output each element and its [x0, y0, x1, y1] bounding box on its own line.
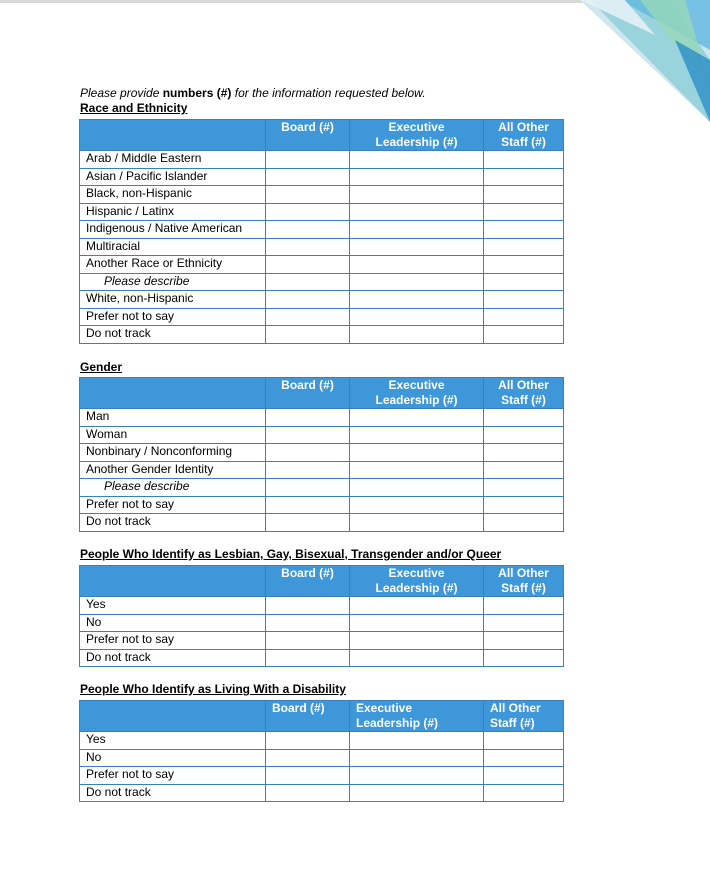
staff-count-cell[interactable]: [484, 732, 564, 750]
executive-count-cell[interactable]: [350, 479, 484, 497]
board-count-cell[interactable]: [266, 151, 350, 169]
executive-count-cell[interactable]: [350, 514, 484, 532]
header-category: [80, 120, 266, 151]
table-row: [80, 632, 564, 650]
executive-count-cell[interactable]: [350, 444, 484, 462]
staff-count-cell[interactable]: [484, 151, 564, 169]
executive-count-cell[interactable]: [350, 732, 484, 750]
board-count-cell[interactable]: [266, 409, 350, 427]
board-count-cell[interactable]: [266, 273, 350, 291]
table-row: [80, 326, 564, 344]
board-count-cell[interactable]: [266, 168, 350, 186]
board-count-cell[interactable]: [266, 221, 350, 239]
disability-title: People Who Identify as Living With a Disability: [80, 682, 346, 696]
staff-count-cell[interactable]: [484, 496, 564, 514]
lgbtq-title: People Who Identify as Lesbian, Gay, Bisexual, Transgender and/or Queer: [80, 547, 502, 561]
staff-count-cell[interactable]: [484, 291, 564, 309]
staff-count-cell[interactable]: [484, 632, 564, 650]
board-count-cell[interactable]: [266, 479, 350, 497]
executive-count-cell[interactable]: [350, 186, 484, 204]
executive-count-cell[interactable]: [350, 767, 484, 785]
describe-prompt[interactable]: Please describe: [80, 273, 266, 291]
instructions-text: Please provide numbers (#) for the information requested below.: [80, 86, 426, 100]
describe-prompt[interactable]: Please describe: [80, 479, 266, 497]
table-header-row: [80, 378, 564, 409]
executive-count-cell[interactable]: [350, 168, 484, 186]
board-count-cell[interactable]: [266, 784, 350, 802]
table-row: [80, 151, 564, 169]
staff-count-cell[interactable]: [484, 256, 564, 274]
row-label: Asian / Pacific Islander: [80, 168, 266, 186]
header-executive: Executive Leadership (#): [350, 701, 484, 732]
board-count-cell[interactable]: [266, 496, 350, 514]
staff-count-cell[interactable]: [484, 597, 564, 615]
board-count-cell[interactable]: [266, 461, 350, 479]
header-staff: All Other Staff (#): [484, 701, 564, 732]
row-label: Arab / Middle Eastern: [80, 151, 266, 169]
staff-count-cell[interactable]: [484, 186, 564, 204]
row-label: No: [80, 614, 266, 632]
board-count-cell[interactable]: [266, 203, 350, 221]
header-staff: All Other Staff (#): [484, 378, 564, 409]
header-executive: Executive Leadership (#): [350, 120, 484, 151]
executive-count-cell[interactable]: [350, 221, 484, 239]
table-row: [80, 496, 564, 514]
executive-count-cell[interactable]: [350, 291, 484, 309]
decorative-corner-graphic: [580, 0, 710, 122]
staff-count-cell[interactable]: [484, 221, 564, 239]
staff-count-cell[interactable]: [484, 238, 564, 256]
table-row: [80, 461, 564, 479]
board-count-cell[interactable]: [266, 514, 350, 532]
staff-count-cell[interactable]: [484, 308, 564, 326]
table-row: [80, 426, 564, 444]
row-label: Nonbinary / Nonconforming: [80, 444, 266, 462]
executive-count-cell[interactable]: [350, 597, 484, 615]
header-category: [80, 566, 266, 597]
race-ethnicity-title: Race and Ethnicity: [80, 101, 188, 115]
row-label: Hispanic / Latinx: [80, 203, 266, 221]
staff-count-cell[interactable]: [484, 273, 564, 291]
executive-count-cell[interactable]: [350, 461, 484, 479]
table-row: [80, 203, 564, 221]
row-label: Prefer not to say: [80, 496, 266, 514]
row-label: No: [80, 749, 266, 767]
row-label: Prefer not to say: [80, 632, 266, 650]
executive-count-cell[interactable]: [350, 614, 484, 632]
header-staff: All Other Staff (#): [484, 566, 564, 597]
table-header-row: [80, 701, 564, 732]
board-count-cell[interactable]: [266, 186, 350, 204]
row-label: Man: [80, 409, 266, 427]
row-label: Do not track: [80, 514, 266, 532]
disability-table: [79, 700, 564, 802]
executive-count-cell[interactable]: [350, 649, 484, 667]
lgbtq-table: [79, 565, 564, 667]
board-count-cell[interactable]: [266, 308, 350, 326]
table-row: [80, 444, 564, 462]
executive-count-cell[interactable]: [350, 409, 484, 427]
staff-count-cell[interactable]: [484, 479, 564, 497]
executive-count-cell[interactable]: [350, 256, 484, 274]
table-row: [80, 256, 564, 274]
board-count-cell[interactable]: [266, 767, 350, 785]
row-label: Multiracial: [80, 238, 266, 256]
board-count-cell[interactable]: [266, 326, 350, 344]
staff-count-cell[interactable]: [484, 203, 564, 221]
staff-count-cell[interactable]: [484, 444, 564, 462]
staff-count-cell[interactable]: [484, 614, 564, 632]
table-row: [80, 168, 564, 186]
table-row: [80, 784, 564, 802]
header-category: [80, 378, 266, 409]
row-label: Prefer not to say: [80, 767, 266, 785]
table-row: [80, 291, 564, 309]
table-row: [80, 614, 564, 632]
gender-table: [79, 377, 564, 532]
header-board: Board (#): [266, 120, 350, 151]
table-header-row: [80, 120, 564, 151]
row-label: Woman: [80, 426, 266, 444]
table-row: [80, 597, 564, 615]
table-row: [80, 479, 564, 497]
row-label: Yes: [80, 732, 266, 750]
table-header-row: [80, 566, 564, 597]
header-board: Board (#): [266, 701, 350, 732]
header-category: [80, 701, 266, 732]
table-row: [80, 186, 564, 204]
staff-count-cell[interactable]: [484, 784, 564, 802]
staff-count-cell[interactable]: [484, 461, 564, 479]
header-board: Board (#): [266, 378, 350, 409]
board-count-cell[interactable]: [266, 597, 350, 615]
table-row: [80, 749, 564, 767]
row-label: Do not track: [80, 784, 266, 802]
board-count-cell[interactable]: [266, 632, 350, 650]
header-staff: All Other Staff (#): [484, 120, 564, 151]
board-count-cell[interactable]: [266, 238, 350, 256]
row-label: Another Gender Identity: [80, 461, 266, 479]
executive-count-cell[interactable]: [350, 238, 484, 256]
board-count-cell[interactable]: [266, 732, 350, 750]
row-label: Another Race or Ethnicity: [80, 256, 266, 274]
table-row: [80, 649, 564, 667]
staff-count-cell[interactable]: [484, 168, 564, 186]
table-row: [80, 514, 564, 532]
board-count-cell[interactable]: [266, 426, 350, 444]
executive-count-cell[interactable]: [350, 273, 484, 291]
executive-count-cell[interactable]: [350, 426, 484, 444]
row-label: Black, non-Hispanic: [80, 186, 266, 204]
executive-count-cell[interactable]: [350, 632, 484, 650]
row-label: Do not track: [80, 326, 266, 344]
header-executive: Executive Leadership (#): [350, 378, 484, 409]
gender-title: Gender: [80, 360, 123, 374]
staff-count-cell[interactable]: [484, 409, 564, 427]
board-count-cell[interactable]: [266, 444, 350, 462]
board-count-cell[interactable]: [266, 649, 350, 667]
executive-count-cell[interactable]: [350, 496, 484, 514]
board-count-cell[interactable]: [266, 291, 350, 309]
staff-count-cell[interactable]: [484, 326, 564, 344]
table-row: [80, 238, 564, 256]
table-row: [80, 732, 564, 750]
row-label: White, non-Hispanic: [80, 291, 266, 309]
executive-count-cell[interactable]: [350, 308, 484, 326]
table-row: [80, 273, 564, 291]
executive-count-cell[interactable]: [350, 203, 484, 221]
board-count-cell[interactable]: [266, 256, 350, 274]
executive-count-cell[interactable]: [350, 784, 484, 802]
board-count-cell[interactable]: [266, 614, 350, 632]
row-label: Yes: [80, 597, 266, 615]
staff-count-cell[interactable]: [484, 749, 564, 767]
executive-count-cell[interactable]: [350, 151, 484, 169]
table-row: [80, 767, 564, 785]
row-label: Do not track: [80, 649, 266, 667]
header-executive: Executive Leadership (#): [350, 566, 484, 597]
staff-count-cell[interactable]: [484, 649, 564, 667]
board-count-cell[interactable]: [266, 749, 350, 767]
executive-count-cell[interactable]: [350, 326, 484, 344]
row-label: Prefer not to say: [80, 308, 266, 326]
executive-count-cell[interactable]: [350, 749, 484, 767]
staff-count-cell[interactable]: [484, 514, 564, 532]
table-row: [80, 409, 564, 427]
race-ethnicity-table: [79, 119, 564, 344]
staff-count-cell[interactable]: [484, 426, 564, 444]
row-label: Indigenous / Native American: [80, 221, 266, 239]
table-row: [80, 221, 564, 239]
staff-count-cell[interactable]: [484, 767, 564, 785]
header-board: Board (#): [266, 566, 350, 597]
table-row: [80, 308, 564, 326]
